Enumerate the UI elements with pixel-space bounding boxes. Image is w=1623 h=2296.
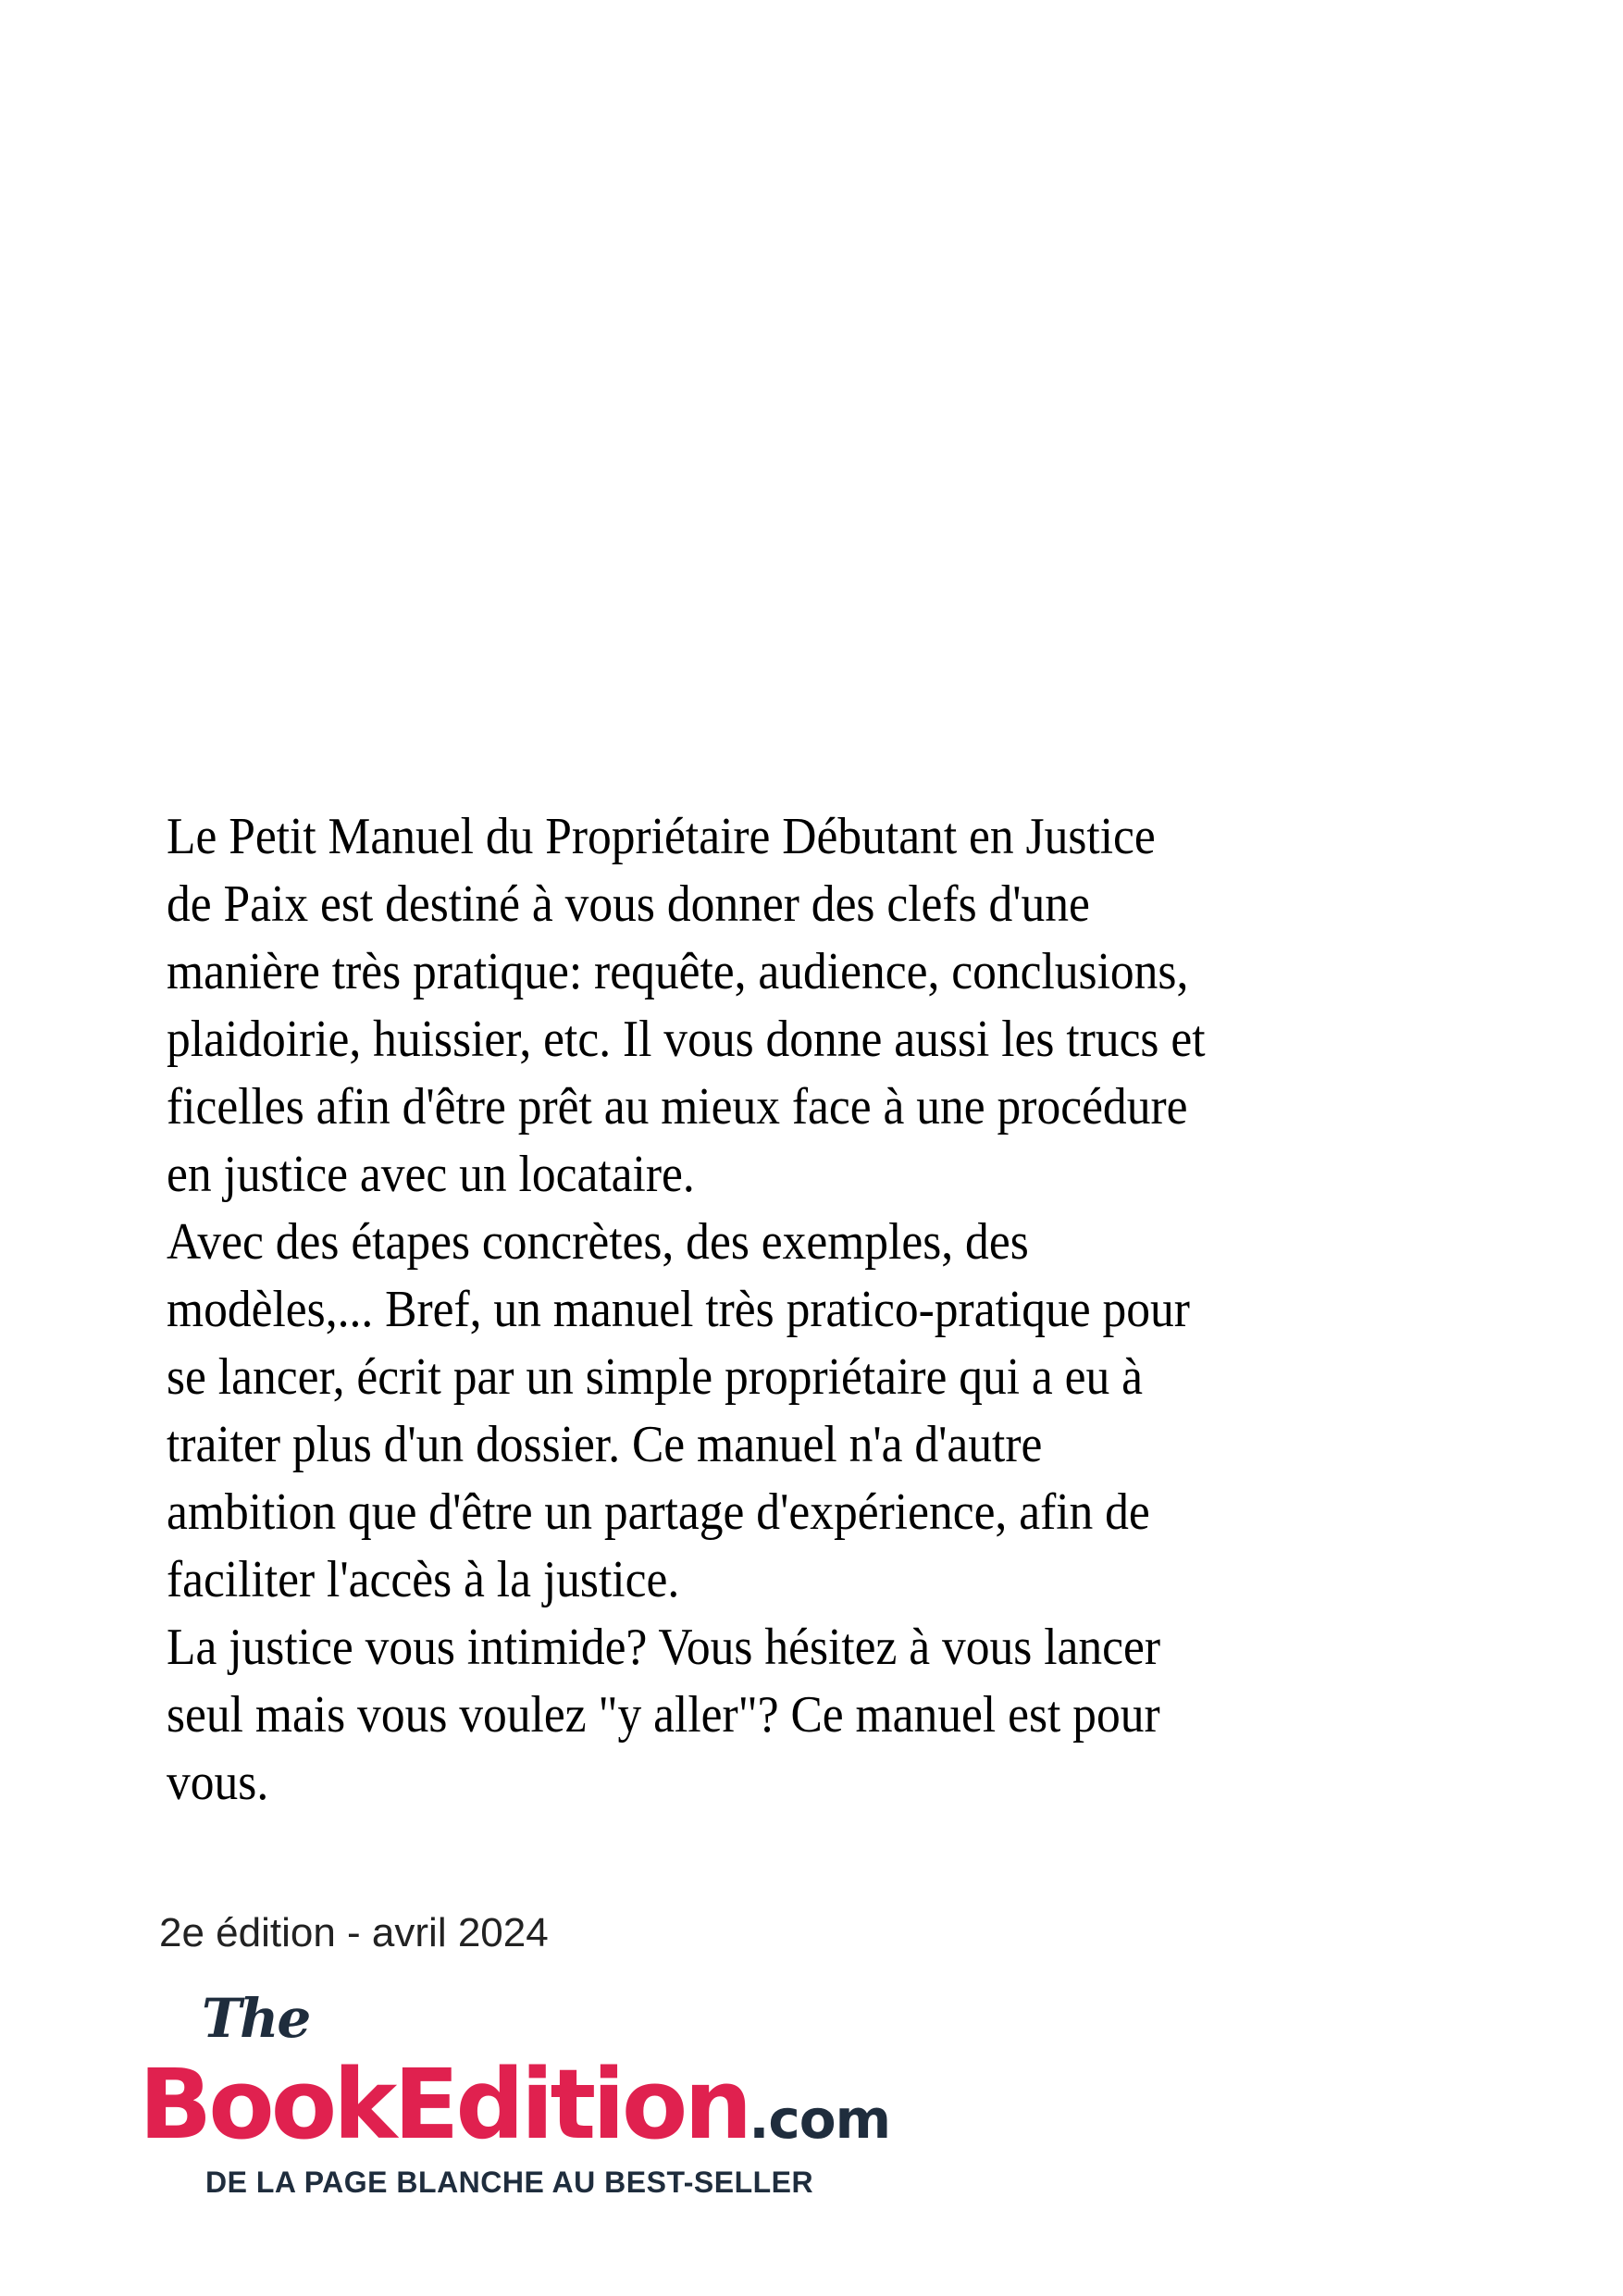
blurb-line: Avec des étapes concrètes, des exemples, des [167, 1213, 1029, 1271]
logo-brand-name: BookEdition [139, 2048, 750, 2161]
blurb-line: La justice vous intimide? Vous hésitez à vous lancer [167, 1619, 1161, 1676]
blurb-line: ficelles afin d'être prêt au mieux face à une procédure [167, 1078, 1188, 1136]
blurb-line: manière très pratique: requête, audience, conclusions, [167, 943, 1189, 1000]
blurb-line: seul mais vous voulez "y aller"? Ce manuel est pour [167, 1686, 1160, 1744]
edition-info: 2e édition - avril 2024 [159, 1910, 549, 1955]
blurb-line: vous. [167, 1754, 269, 1811]
publisher-logo [139, 1988, 935, 2265]
blurb-line: se lancer, écrit par un simple propriétaire qui a eu à [167, 1348, 1144, 1406]
logo-the: The [202, 1987, 310, 2050]
logo-brand [139, 2048, 891, 2161]
blurb-line: en justice avec un locataire. [167, 1146, 695, 1203]
logo-tagline: DE LA PAGE BLANCHE AU BEST-SELLER [205, 2166, 814, 2199]
blurb-line: de Paix est destiné à vous donner des clefs d'une [167, 875, 1090, 933]
blurb-line: Le Petit Manuel du Propriétaire Débutant en Justice [167, 808, 1156, 865]
blurb-line: ambition que d'être un partage d'expérience, afin de [167, 1483, 1150, 1541]
blurb-line: traiter plus d'un dossier. Ce manuel n'a d'autre [167, 1416, 1043, 1473]
blurb-line: modèles,... Bref, un manuel très pratico-pratique pour [167, 1281, 1190, 1338]
logo-domain: .com [749, 2088, 891, 2151]
blurb-line: faciliter l'accès à la justice. [167, 1551, 680, 1608]
blurb-line: plaidoirie, huissier, etc. Il vous donne aussi les trucs et [167, 1011, 1206, 1068]
back-cover-blurb [167, 803, 1393, 1817]
